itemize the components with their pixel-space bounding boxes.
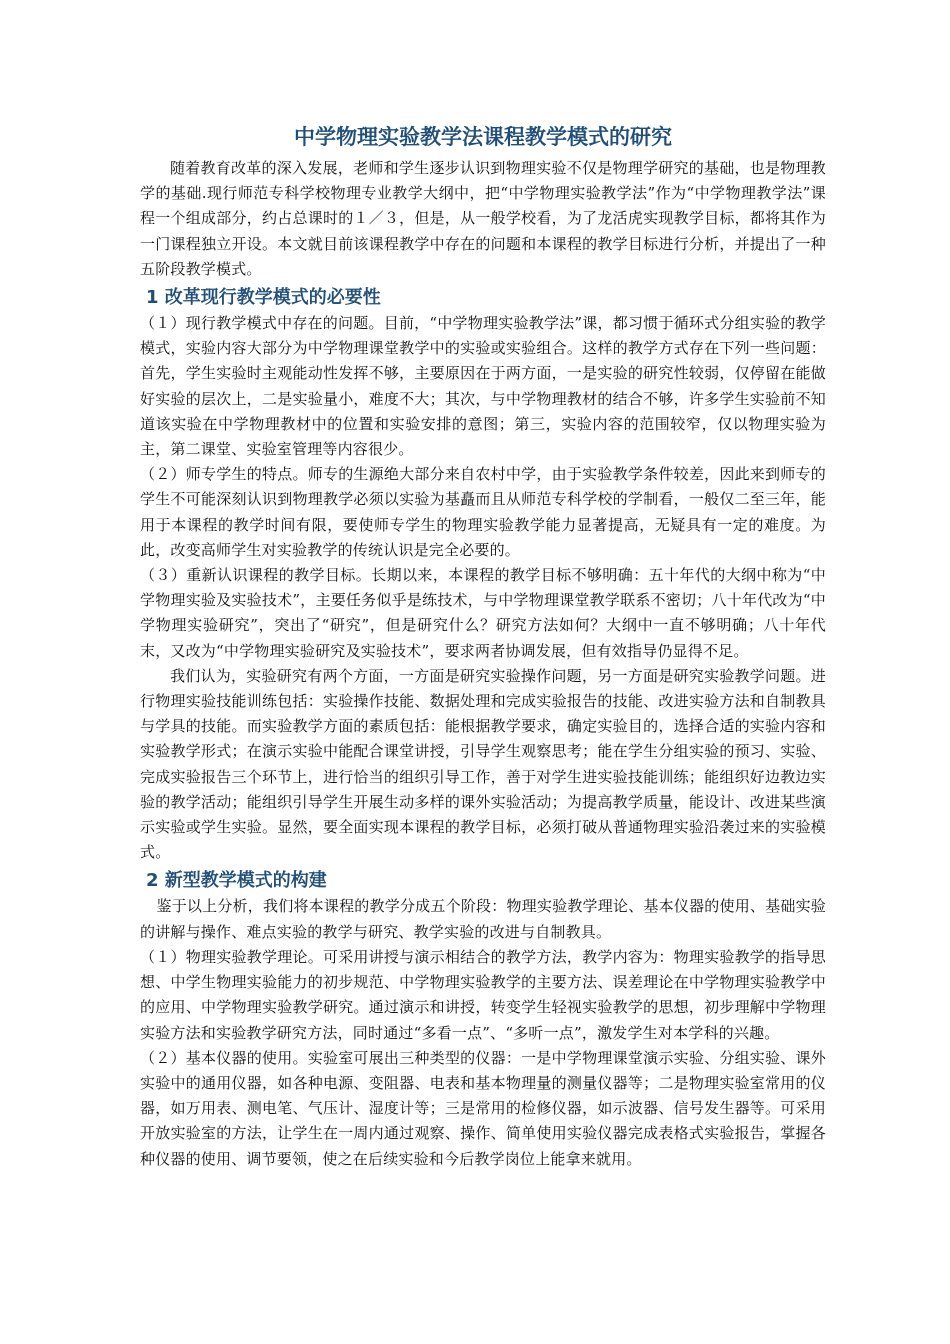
- section-2-paragraph-2: （１）物理实验教学理论。可采用讲授与演示相结合的教学方法，教学内容为：物理实验教学的指导思想、中学生物理实验能力的初步规范、中学物理实验教学的主要方法、误差理论在中学物理实验教学中的应用、中学物理实验教学研究。通过演示和讲授，转变学生轻视实验教学的思想，初步理解中学物理实验方法和实验教学研究方法，同时通过“多看一点”、“多听一点”，激发学生对本学科的兴趣。: [140, 947, 826, 1042]
- document-title: 中学物理实验教学法课程教学模式的研究: [294, 125, 672, 149]
- section-1-paragraph-1: （１）现行教学模式中存在的问题。目前，“中学物理实验教学法”课，都习惯于循环式分组实验的教学模式，实验内容大部分为中学物理课堂教学中的实验或实验组合。这样的教学方式存在下列一些问题：首先，学生实验时主观能动性发挥不够，主要原因在于两方面，一是实验的研究性较弱，仅停留在能做好实验的层次上，二是实验量小，难度不大；其次，与中学物理教材的结合不够，许多学生实验前不知道该实验在中学物理教材中的位置和实验安排的意图；第三，实验内容的范围较窄，仅以物理实验为主，第二课堂、实验室管理等内容很少。: [140, 314, 826, 459]
- section-1-paragraph-2: （２）师专学生的特点。师专的生源绝大部分来自农村中学，由于实验教学条件较差，因此来到师专的学生不可能深刻认识到物理教学必须以实验为基矗而且从师范专科学校的学制看，一般仅二至三年，能用于本课程的教学时间有限，要使师专学生的物理实验教学能力显著提高，无疑具有一定的难度。为此，改变高师学生对实验教学的传统认识是完全必要的。: [140, 465, 826, 559]
- section-1-paragraph-4: 我们认为，实验研究有两个方面，一方面是研究实验操作问题，另一方面是研究实验教学问题。进行物理实验技能训练包括：实验操作技能、数据处理和完成实验报告的技能、改进实验方法和自制教具与学具的技能。而实验教学方面的素质包括：能根据教学要求，确定实验目的，选择合适的实验内容和实验教学形式；在演示实验中能配合课堂讲授，引导学生观察思考；能在学生分组实验的预习、实验、完成实验报告三个环节上，进行恰当的组织引导工作，善于对学生进实验技能训练；能组织好边教边实验的教学活动；能组织引导学生开展生动多样的课外实验活动；为提高教学质量，能设计、改进某些演示实验或学生实验。显然，要全面实现本课程的教学目标，必须打破从普通物理实验沿袭过来的实验模式。: [140, 666, 826, 862]
- section-2-paragraph-3: （２）基本仪器的使用。实验室可展出三种类型的仪器：一是中学物理课堂演示实验、分组实验、课外实验中的通用仪器，如各种电源、变阻器、电表和基本物理量的测量仪器等；二是物理实验室常用的仪器，如万用表、测电笔、气压计、湿度计等；三是常用的检修仪器，如示波器、信号发生器等。可采用开放实验室的方法，让学生在一周内通过观察、操作、简单使用实验仪器完成表格式实验报告，掌握各种仪器的使用、调节要领，使之在后续实验和今后教学岗位上能拿来就用。: [140, 1048, 826, 1168]
- section-2-heading: 2 新型教学模式的构建: [146, 870, 327, 892]
- intro-paragraph: 随着教育改革的深入发展，老师和学生逐步认识到物理实验不仅是物理学研究的基础，也是物理教学的基础.现行师范专科学校物理专业教学大纲中，把“中学物理实验教学法”作为“中学物理教学法”课程一个组成部分，约占总课时的１／３，但是，从一般学校看，为了龙活虎实现教学目标，都将其作为一门课程独立开设。本文就目前该课程教学中存在的问题和本课程的教学目标进行分析，并提出了一种五阶段教学模式。: [140, 159, 826, 278]
- section-1-paragraph-3: （３）重新认识课程的教学目标。长期以来，本课程的教学目标不够明确：五十年代的大纲中称为“中学物理实验及实验技术”，主要任务似乎是练技术，与中学物理课堂教学联系不密切；八十年代改为“中学物理实验研究”，突出了“研究”，但是研究什么？研究方法如何？大纲中一直不够明确；八十年代末，又改为“中学物理实验研究及实验技术”，要求两者协调发展，但有效指导仍显得不足。: [140, 566, 826, 660]
- section-2-paragraph-1: 鉴于以上分析，我们将本课程的教学分成五个阶段：物理实验教学理论、基本仪器的使用、基础实验的讲解与操作、难点实验的教学与研究、教学实验的改进与自制教具。: [140, 897, 826, 941]
- document-page: [140, 122, 826, 1172]
- section-1-heading: 1 改革现行教学模式的必要性: [146, 287, 381, 309]
